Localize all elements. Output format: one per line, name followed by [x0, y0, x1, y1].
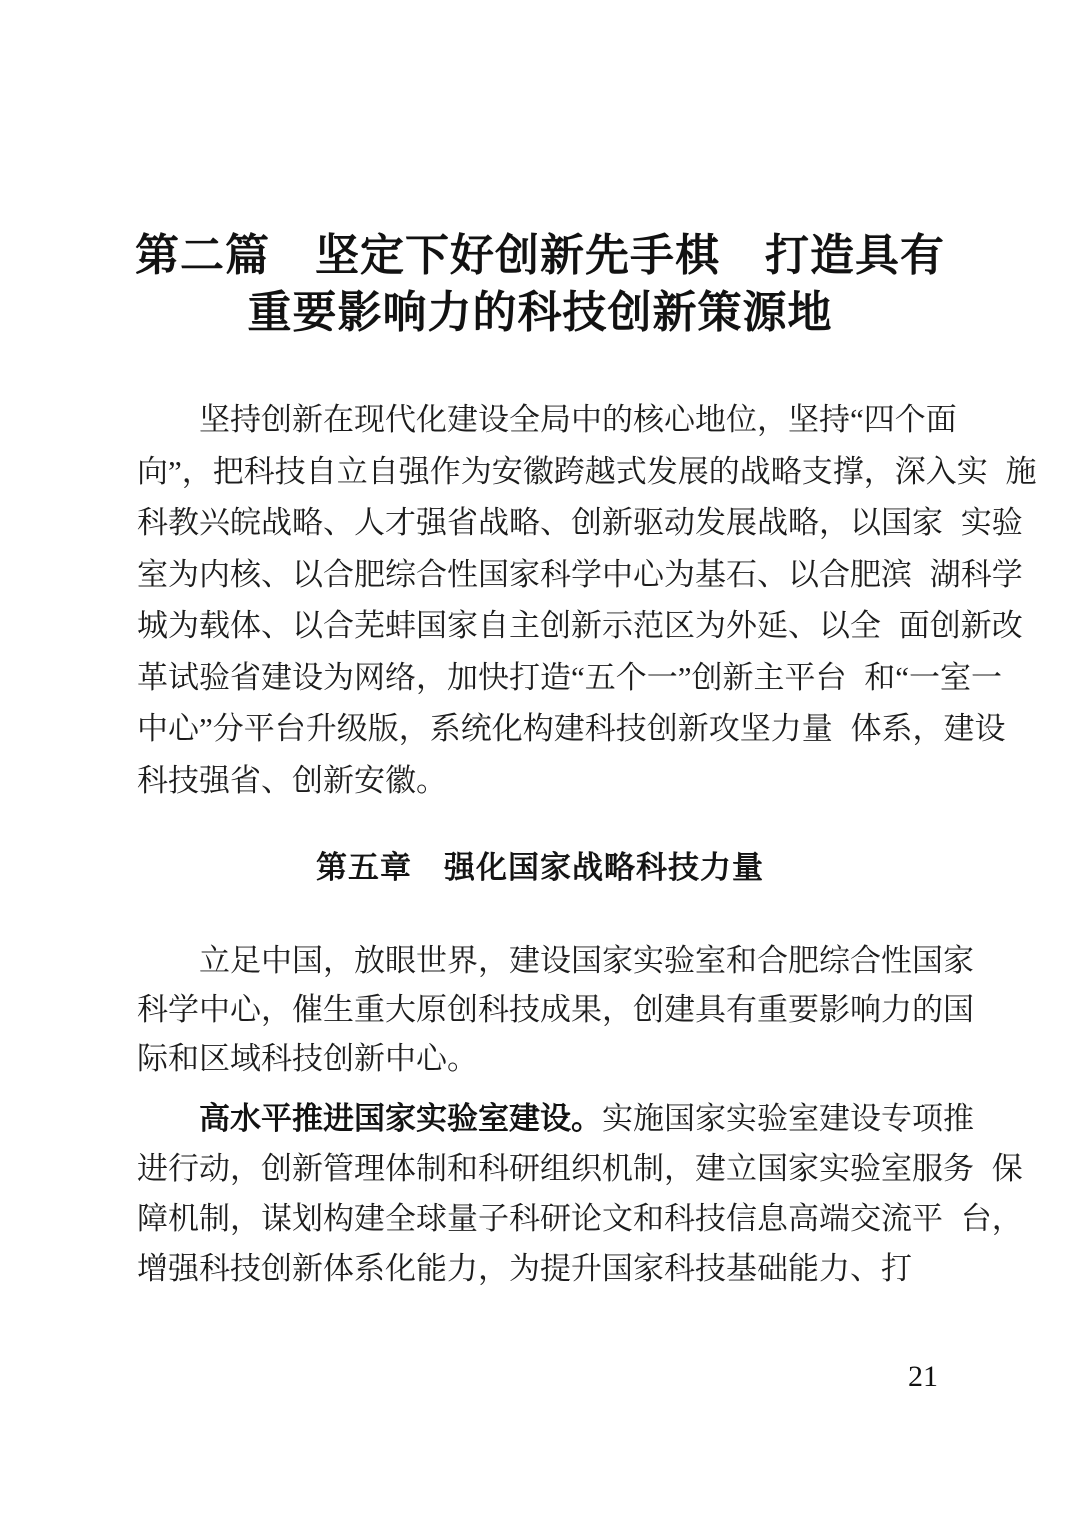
paragraph-3	[137, 1094, 1023, 1294]
paragraph-2-line: 立足中国，放眼世界，建设国家实验室和合肥综合性国家	[199, 943, 974, 978]
page-number: 21	[908, 1360, 938, 1393]
paragraph-1-line: 革试验省建设为网络，加快打造“五个一”创新主平台 和“一室一	[137, 659, 1003, 695]
chapter-heading: 第五章 强化国家战略科技力量	[316, 850, 764, 885]
document-title	[0, 227, 1080, 341]
document-title-line-2: 重要影响力的科技创新策源地	[247, 288, 833, 337]
paragraph-3-line: 增强科技创新体系化能力，为提升国家科技基础能力、打	[137, 1251, 912, 1286]
paragraph-3-bold-lead: 高水平推进国家实验室建设。	[199, 1101, 602, 1136]
paragraph-1-line: 中心”分平台升级版，系统化构建科技创新攻坚力量 体系，建设	[137, 711, 1006, 746]
paragraph-1-line: 室为内核、以合肥综合性国家科学中心为基石、以合肥滨 湖科学	[137, 556, 1023, 592]
paragraph-3-line: 进行动，创新管理体制和科研组织机制，建立国家实验室服务 保	[137, 1151, 1023, 1186]
paragraph-1-line: 科技强省、创新安徽。	[137, 762, 447, 798]
paragraph-1	[137, 394, 1037, 806]
paragraph-1-line: 城为载体、以合芜蚌国家自主创新示范区为外延、以全 面创新改	[137, 608, 1023, 643]
paragraph-3-line-1-rest: 实施国家实验室建设专项推	[602, 1101, 974, 1136]
paragraph-1-line: 科教兴皖战略、人才强省战略、创新驱动发展战略，以国家 实验	[137, 505, 1023, 540]
paragraph-2-line: 际和区域科技创新中心。	[137, 1041, 478, 1076]
paragraph-2-line: 科学中心，催生重大原创科技成果，创建具有重要影响力的国	[137, 992, 974, 1027]
paragraph-1-line: 坚持创新在现代化建设全局中的核心地位，坚持“四个面	[199, 402, 957, 437]
paragraph-3-line-1	[137, 1094, 974, 1144]
paragraph-2	[137, 936, 974, 1083]
paragraph-3-line: 障机制，谋划构建全球量子科研论文和科技信息高端交流平 台，	[137, 1201, 1023, 1236]
document-title-line-1: 第二篇 坚定下好创新先手棋 打造具有	[135, 231, 945, 280]
paragraph-1-line: 向”，把科技自立自强作为安徽跨越式发展的战略支撑，深入实 施	[137, 453, 1037, 489]
